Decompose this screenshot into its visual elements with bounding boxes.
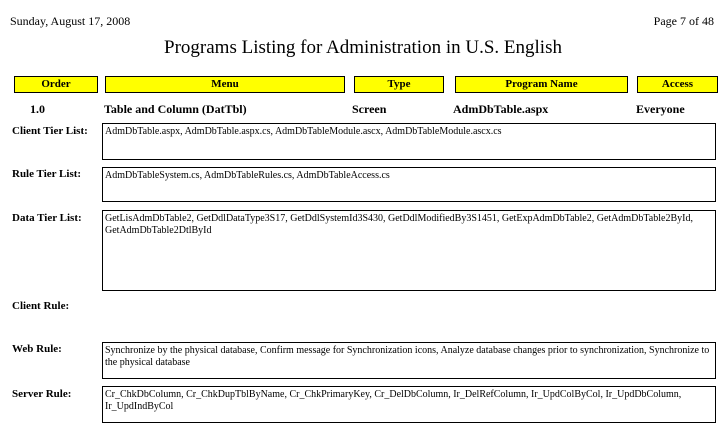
page-number: Page 7 of 48: [653, 14, 714, 28]
record-program-name: AdmDbTable.aspx: [453, 102, 549, 116]
data-tier-box: GetLisAdmDbTable2, GetDdlDataType3S17, GetDdlSystemId3S430, GetDdlModifiedBy3S1451, GetExpAdmDbTable2, GetAdmDbTable2ById, GetAdmDbTable2DtlById: [102, 210, 716, 291]
record-order: 1.0: [30, 102, 45, 116]
column-header-type: Type: [354, 76, 444, 93]
column-header-order: Order: [14, 76, 98, 93]
data-tier-label: Data Tier List:: [12, 212, 82, 224]
rule-tier-label: Rule Tier List:: [12, 168, 82, 180]
column-header-program-name: Program Name: [455, 76, 628, 93]
rule-tier-box: AdmDbTableSystem.cs, AdmDbTableRules.cs, AdmDbTableAccess.cs: [102, 167, 716, 202]
report-date: Sunday, August 17, 2008: [10, 14, 131, 28]
web-rule-label: Web Rule:: [12, 343, 62, 355]
client-rule-label: Client Rule:: [12, 300, 70, 312]
client-tier-label: Client Tier List:: [12, 125, 88, 137]
column-header-access: Access: [637, 76, 718, 93]
server-rule-box: Cr_ChkDbColumn, Cr_ChkDupTblByName, Cr_ChkPrimaryKey, Cr_DelDbColumn, Ir_DelRefColumn, Ir_UpdColByCol, Ir_UpdDbColumn, Ir_UpdIndByCol: [102, 386, 716, 423]
record-menu: Table and Column (DatTbl): [104, 102, 247, 116]
server-rule-label: Server Rule:: [12, 388, 72, 400]
web-rule-box: Synchronize by the physical database, Confirm message for Synchronization icons, Analyze database changes prior to synchronization, Synchronize to the physical database: [102, 342, 716, 379]
record-type: Screen: [352, 102, 387, 116]
record-access: Everyone: [636, 102, 685, 116]
client-tier-box: AdmDbTable.aspx, AdmDbTable.aspx.cs, AdmDbTableModule.ascx, AdmDbTableModule.ascx.cs: [102, 123, 716, 160]
column-header-menu: Menu: [105, 76, 345, 93]
report-title: Programs Listing for Administration in U.S. English: [164, 37, 562, 58]
